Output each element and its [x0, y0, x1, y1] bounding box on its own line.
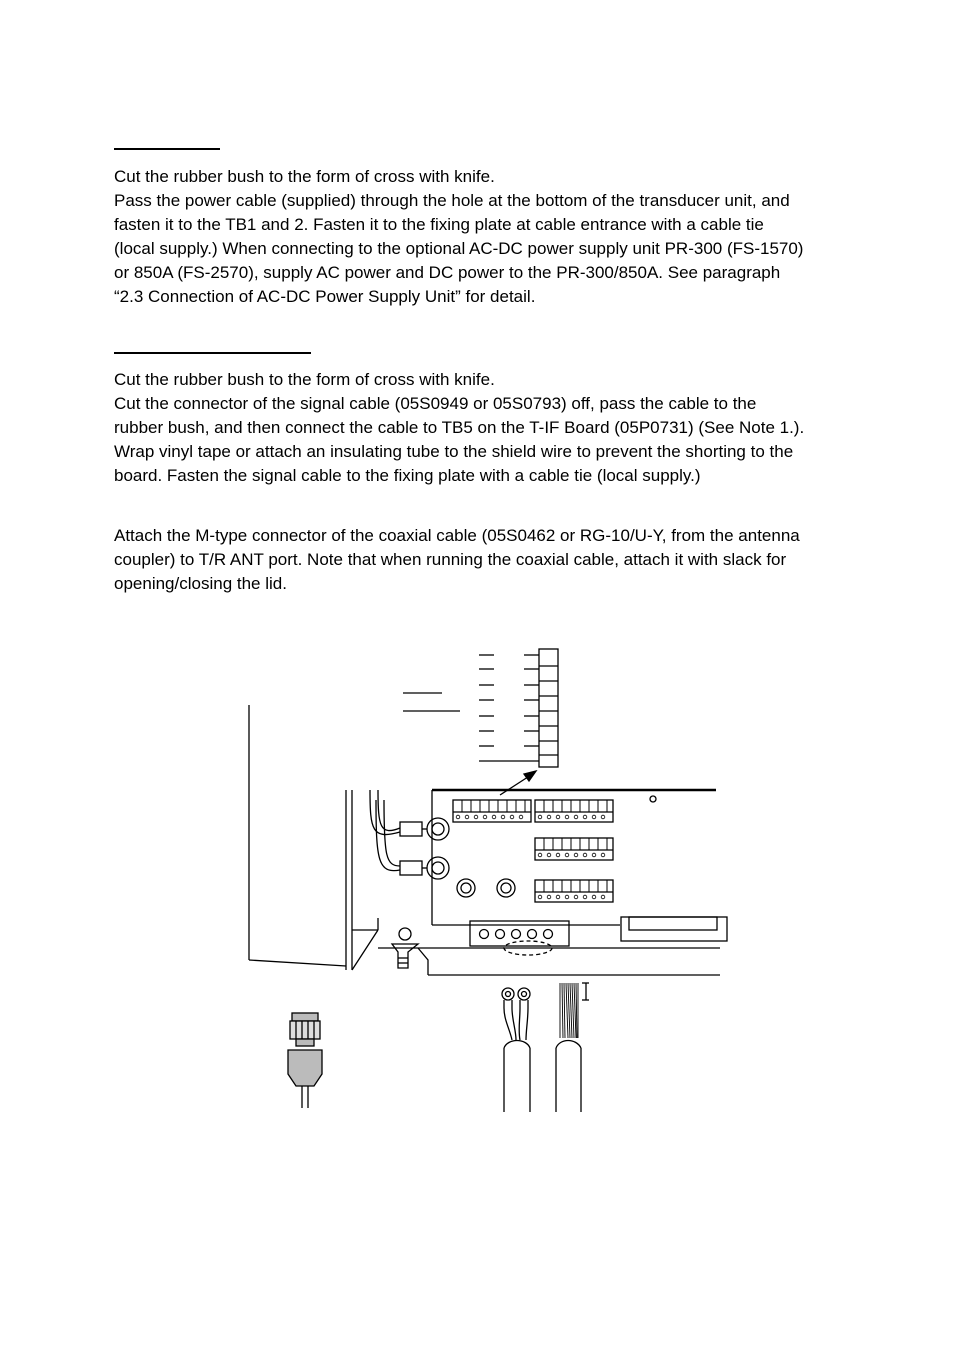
text-line: Cut the connector of the signal cable (05S0949 or 05S0793) off, pass the cable to the [114, 394, 757, 413]
text-line: or 850A (FS-2570), supply AC power and DC power to the PR-300/850A. See paragraph [114, 263, 781, 282]
text-line: “2.3 Connection of AC-DC Power Supply Unit” for detail. [114, 287, 536, 306]
text-line: rubber bush, and then connect the cable to TB5 on the T-IF Board (05P0731) (See Note 1.). [114, 418, 805, 437]
text-line: Cut the rubber bush to the form of cross with knife. [114, 370, 495, 389]
coax-connector-ports [370, 790, 449, 879]
power-cable [502, 988, 530, 1112]
text-line: (local supply.) When connecting to the optional AC-DC power supply unit PR-300 (FS-1570) [114, 239, 804, 258]
text-line: Attach the M-type connector of the coaxial cable (05S0462 or RG-10/U-Y, from the antenna [114, 526, 800, 545]
text-line: board. Fasten the signal cable to the fixing plate with a cable tie (local supply.) [114, 466, 701, 485]
signal-cable [556, 983, 589, 1112]
power-terminal-tb1-tb2 [470, 921, 569, 955]
tb5-terminal-detail [403, 649, 558, 795]
text-line: Cut the rubber bush to the form of cross with knife. [114, 167, 495, 186]
transducer-unit-housing [249, 705, 378, 970]
text-line: fasten it to the TB1 and 2. Fasten it to the fixing plate at cable entrance with a cable tie [114, 215, 764, 234]
text-line: coupler) to T/R ANT port. Note that when running the coaxial cable, attach it with slack for [114, 550, 787, 569]
text-line: opening/closing the lid. [114, 574, 287, 593]
text-line: Pass the power cable (supplied) through the hole at the bottom of the transducer unit, and [114, 191, 790, 210]
tif-board [432, 790, 727, 941]
text-line: Wrap vinyl tape or attach an insulating tube to the shield wire to prevent the shorting to the [114, 442, 794, 461]
coaxial-cable-plug [288, 1013, 322, 1108]
